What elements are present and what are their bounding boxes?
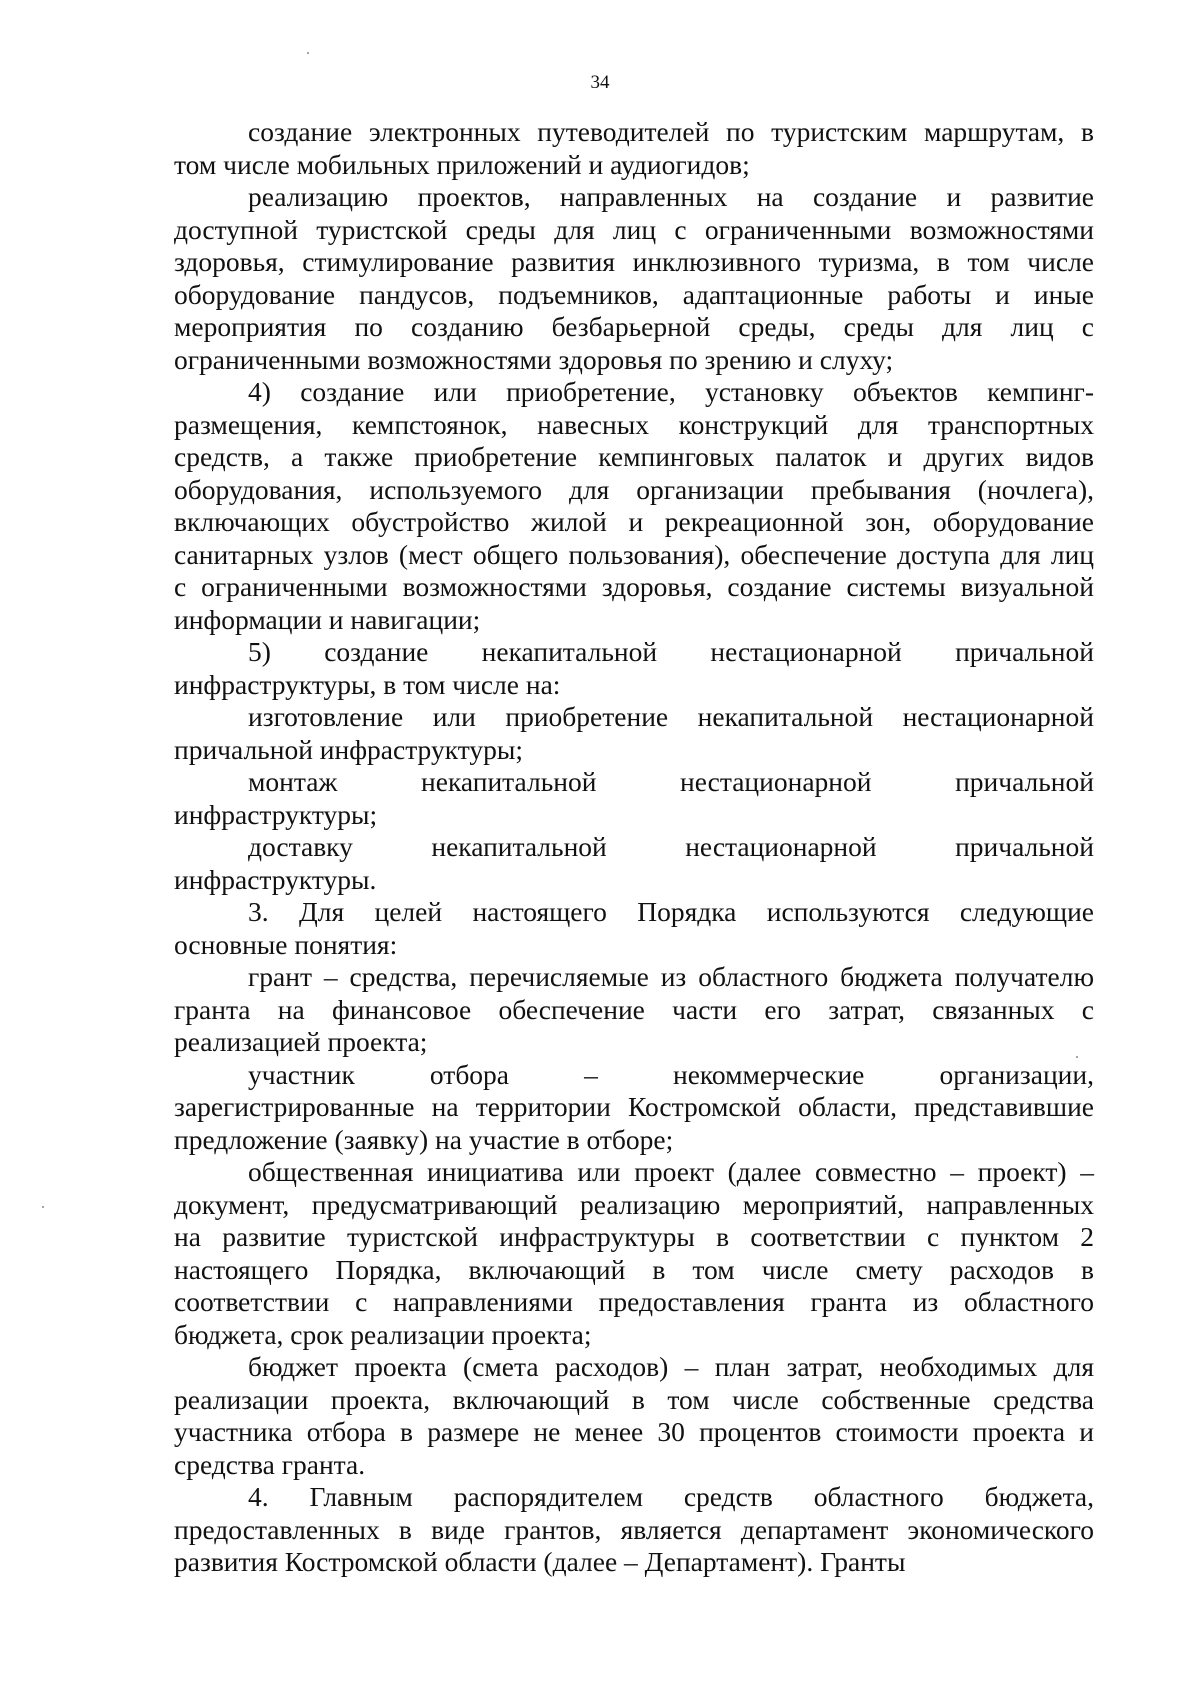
paragraph xyxy=(174,1156,1094,1351)
text-line: основные понятия: xyxy=(174,928,398,960)
text-line: развития Костромской области (далее – Департамент). Гранты xyxy=(174,1546,906,1577)
text-line: оборудование пандусов, подъемников, адаптационные работы и иные xyxy=(174,278,1094,310)
text-line: бюджета, срок реализации проекта; xyxy=(174,1318,592,1350)
page-number: 34 xyxy=(590,72,610,93)
text-line: документ, предусматривающий реализацию мероприятий, направленных xyxy=(174,1188,1094,1220)
text-line: общественная инициатива или проект (далее совместно – проект) – xyxy=(248,1156,1094,1187)
text-line: здоровья, стимулирование развития инклюзивного туризма, в том числе xyxy=(174,246,1094,277)
text-line: настоящего Порядка, включающий в том числе смету расходов в xyxy=(174,1253,1094,1285)
text-line: гранта на финансовое обеспечение части его затрат, связанных с xyxy=(174,993,1094,1025)
text-line: ограниченными возможностями здоровья по зрению и слуху; xyxy=(174,343,894,375)
text-line: грант – средства, перечисляемые из областного бюджета получателю xyxy=(248,961,1094,992)
paragraph xyxy=(174,896,1094,961)
paragraph xyxy=(174,1481,1094,1579)
scan-speck xyxy=(307,52,309,54)
text-line: информации и навигации; xyxy=(174,603,481,635)
paragraph xyxy=(174,1351,1094,1481)
text-line: доступной туристской среды для лиц с ограниченными возможностями xyxy=(174,213,1094,245)
text-line: причальной инфраструктуры; xyxy=(174,733,523,765)
paragraph xyxy=(174,701,1094,766)
text-line: 4) создание или приобретение, установку объектов кемпинг- xyxy=(248,376,1094,407)
scan-speck xyxy=(1076,1056,1078,1058)
text-line: реализацией проекта; xyxy=(174,1026,428,1057)
paragraph xyxy=(174,636,1094,701)
text-line: предоставленных в виде грантов, является департамент экономического xyxy=(174,1513,1094,1545)
text-line: на развитие туристской инфраструктуры в соответствии с пунктом 2 xyxy=(174,1221,1094,1252)
text-line: средства гранта. xyxy=(174,1448,366,1480)
text-line: средств, а также приобретение кемпинговых палаток и других видов xyxy=(174,441,1094,472)
paragraph xyxy=(174,831,1094,896)
text-line: зарегистрированные на территории Костромской области, представившие xyxy=(174,1091,1094,1122)
scan-speck xyxy=(42,1206,44,1208)
paragraph xyxy=(174,961,1094,1059)
paragraph xyxy=(174,766,1094,831)
text-line: предложение (заявку) на участие в отборе; xyxy=(174,1123,674,1155)
text-line: участник отбора – некоммерческие организации, xyxy=(248,1058,1094,1090)
text-line: изготовление или приобретение некапитальной нестационарной xyxy=(248,701,1094,732)
text-line: соответствии с направлениями предоставления гранта из областного xyxy=(174,1286,1094,1317)
text-line: инфраструктуры. xyxy=(174,863,377,895)
text-line: участника отбора в размере не менее 30 процентов стоимости проекта и xyxy=(174,1416,1094,1447)
text-line: реализации проекта, включающий в том числе собственные средства xyxy=(174,1383,1094,1415)
text-line: 5) создание некапитальной нестационарной причальной xyxy=(248,636,1094,667)
text-line: том числе мобильных приложений и аудиогидов; xyxy=(174,148,750,180)
text-line: реализацию проектов, направленных на создание и развитие xyxy=(248,181,1094,212)
text-line: инфраструктуры; xyxy=(174,798,378,830)
text-line: оборудования, используемого для организации пребывания (ночлега), xyxy=(174,473,1094,505)
text-line: 4. Главным распорядителем средств областного бюджета, xyxy=(248,1481,1094,1512)
document-body xyxy=(174,116,1094,1579)
text-line: размещения, кемпстоянок, навесных конструкций для транспортных xyxy=(174,408,1094,440)
text-line: санитарных узлов (мест общего пользования), обеспечение доступа для лиц xyxy=(174,538,1094,570)
paragraph xyxy=(174,181,1094,376)
text-line: включающих обустройство жилой и рекреационной зон, оборудование xyxy=(174,506,1094,537)
text-line: с ограниченными возможностями здоровья, создание системы визуальной xyxy=(174,571,1094,602)
text-line: 3. Для целей настоящего Порядка используются следующие xyxy=(248,896,1094,927)
text-line: доставку некапитальной нестационарной причальной xyxy=(248,831,1094,862)
paragraph xyxy=(174,376,1094,636)
paragraph xyxy=(174,116,1094,181)
text-line: монтаж некапитальной нестационарной причальной xyxy=(248,766,1094,797)
paragraph xyxy=(174,1059,1094,1157)
text-line: создание электронных путеводителей по туристским маршрутам, в xyxy=(248,116,1094,147)
text-line: бюджет проекта (смета расходов) – план затрат, необходимых для xyxy=(248,1351,1094,1382)
text-line: мероприятия по созданию безбарьерной среды, среды для лиц с xyxy=(174,311,1094,342)
text-line: инфраструктуры, в том числе на: xyxy=(174,668,561,700)
